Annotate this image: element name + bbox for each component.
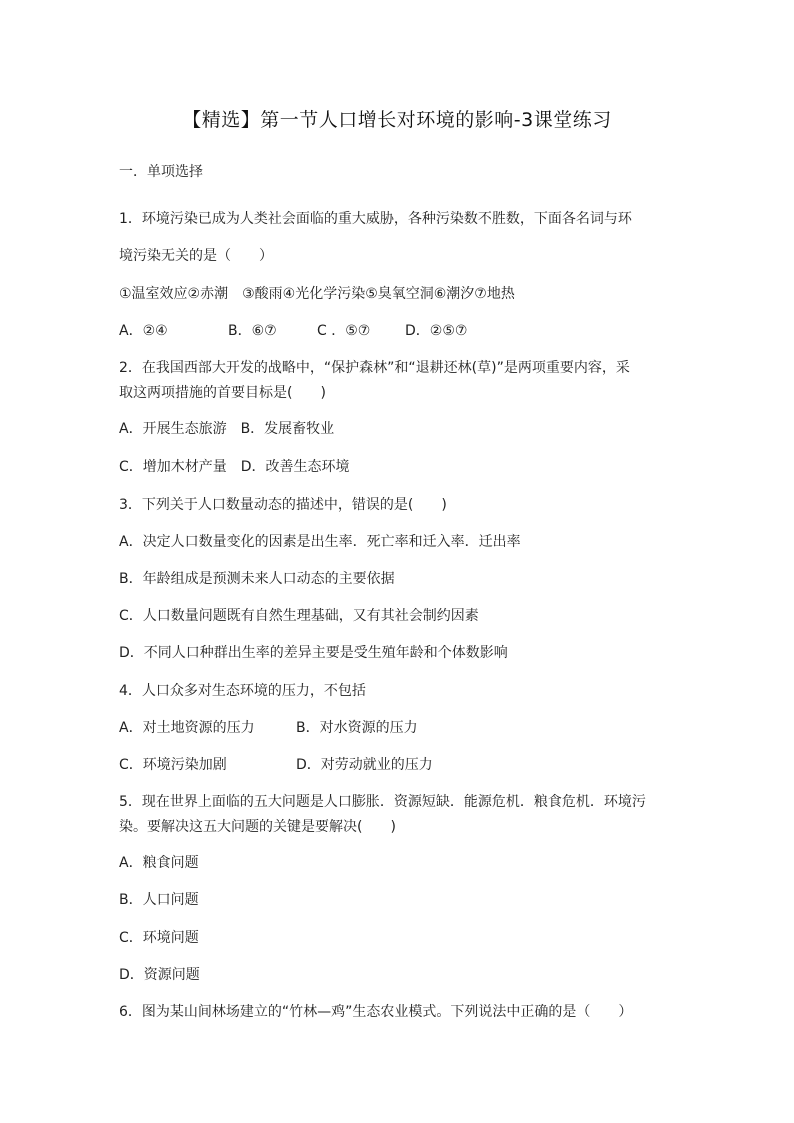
q6-stem: 6．图为某山间林场建立的“竹林—鸡”生态农业模式。下列说法中正确的是（ ） [119, 1004, 633, 1020]
q3-option-b: B．年龄组成是预测未来人口动态的主要依据 [119, 571, 395, 587]
q2-options-ab: A．开展生态旅游 B．发展畜牧业 [119, 421, 335, 437]
q3-option-a: A．决定人口数量变化的因素是出生率．死亡率和迁入率．迁出率 [119, 534, 521, 550]
q1-stem-line-1: 1．环境污染已成为人类社会面临的重大威胁，各种污染数不胜数，下面各名词与环 [119, 211, 632, 227]
q4-options-ab [119, 717, 418, 737]
q1-option-a: A．②④ [119, 323, 168, 339]
q4-option-c: C．环境污染加剧 [119, 757, 227, 773]
q3-option-d: D．不同人口种群出生率的差异主要是受生殖年龄和个体数影响 [119, 645, 508, 661]
q5-option-c: C．环境问题 [119, 930, 199, 946]
q5-option-a: A．粮食问题 [119, 855, 199, 871]
q3-option-c: C．人口数量问题既有自然生理基础，又有其社会制约因素 [119, 608, 479, 624]
q4-options-cd [119, 754, 433, 774]
q5-stem-line-2: 染。要解决这五大问题的关键是要解决( ) [119, 819, 396, 835]
q4-stem: 4．人口众多对生态环境的压力，不包括 [119, 683, 366, 699]
q1-option-b: B．⑥⑦ [228, 323, 277, 339]
q4-option-a: A．对土地资源的压力 [119, 720, 255, 736]
q2-stem-line-1: 2．在我国西部大开发的战略中，“保护森林”和“退耕还林(草)”是两项重要内容，采 [119, 360, 630, 376]
q1-option-d: D．②⑤⑦ [405, 323, 468, 339]
q1-items: ①温室效应②赤潮 ③酸雨④光化学污染⑤臭氧空洞⑥潮汐⑦地热 [119, 286, 515, 302]
q2-stem-line-2: 取这两项措施的首要目标是( ) [119, 385, 326, 401]
q4-option-b: B．对水资源的压力 [296, 720, 418, 736]
q1-stem-line-2: 境污染无关的是（ ） [119, 248, 273, 264]
q1-option-c: C ．⑤⑦ [317, 323, 371, 339]
document-title: 【精选】第一节人口增长对环境的影响-3课堂练习 [182, 109, 612, 131]
q3-stem: 3．下列关于人口数量动态的描述中，错误的是( ) [119, 497, 447, 513]
q1-options [119, 320, 467, 340]
q5-option-d: D．资源问题 [119, 967, 200, 983]
q4-option-d: D．对劳动就业的压力 [296, 757, 433, 773]
q2-options-cd: C．增加木材产量 D．改善生态环境 [119, 459, 350, 475]
section-heading: 一．单项选择 [119, 164, 203, 180]
q5-option-b: B．人口问题 [119, 892, 199, 908]
q5-stem-line-1: 5．现在世界上面临的五大问题是人口膨胀．资源短缺．能源危机．粮食危机．环境污 [119, 794, 646, 810]
